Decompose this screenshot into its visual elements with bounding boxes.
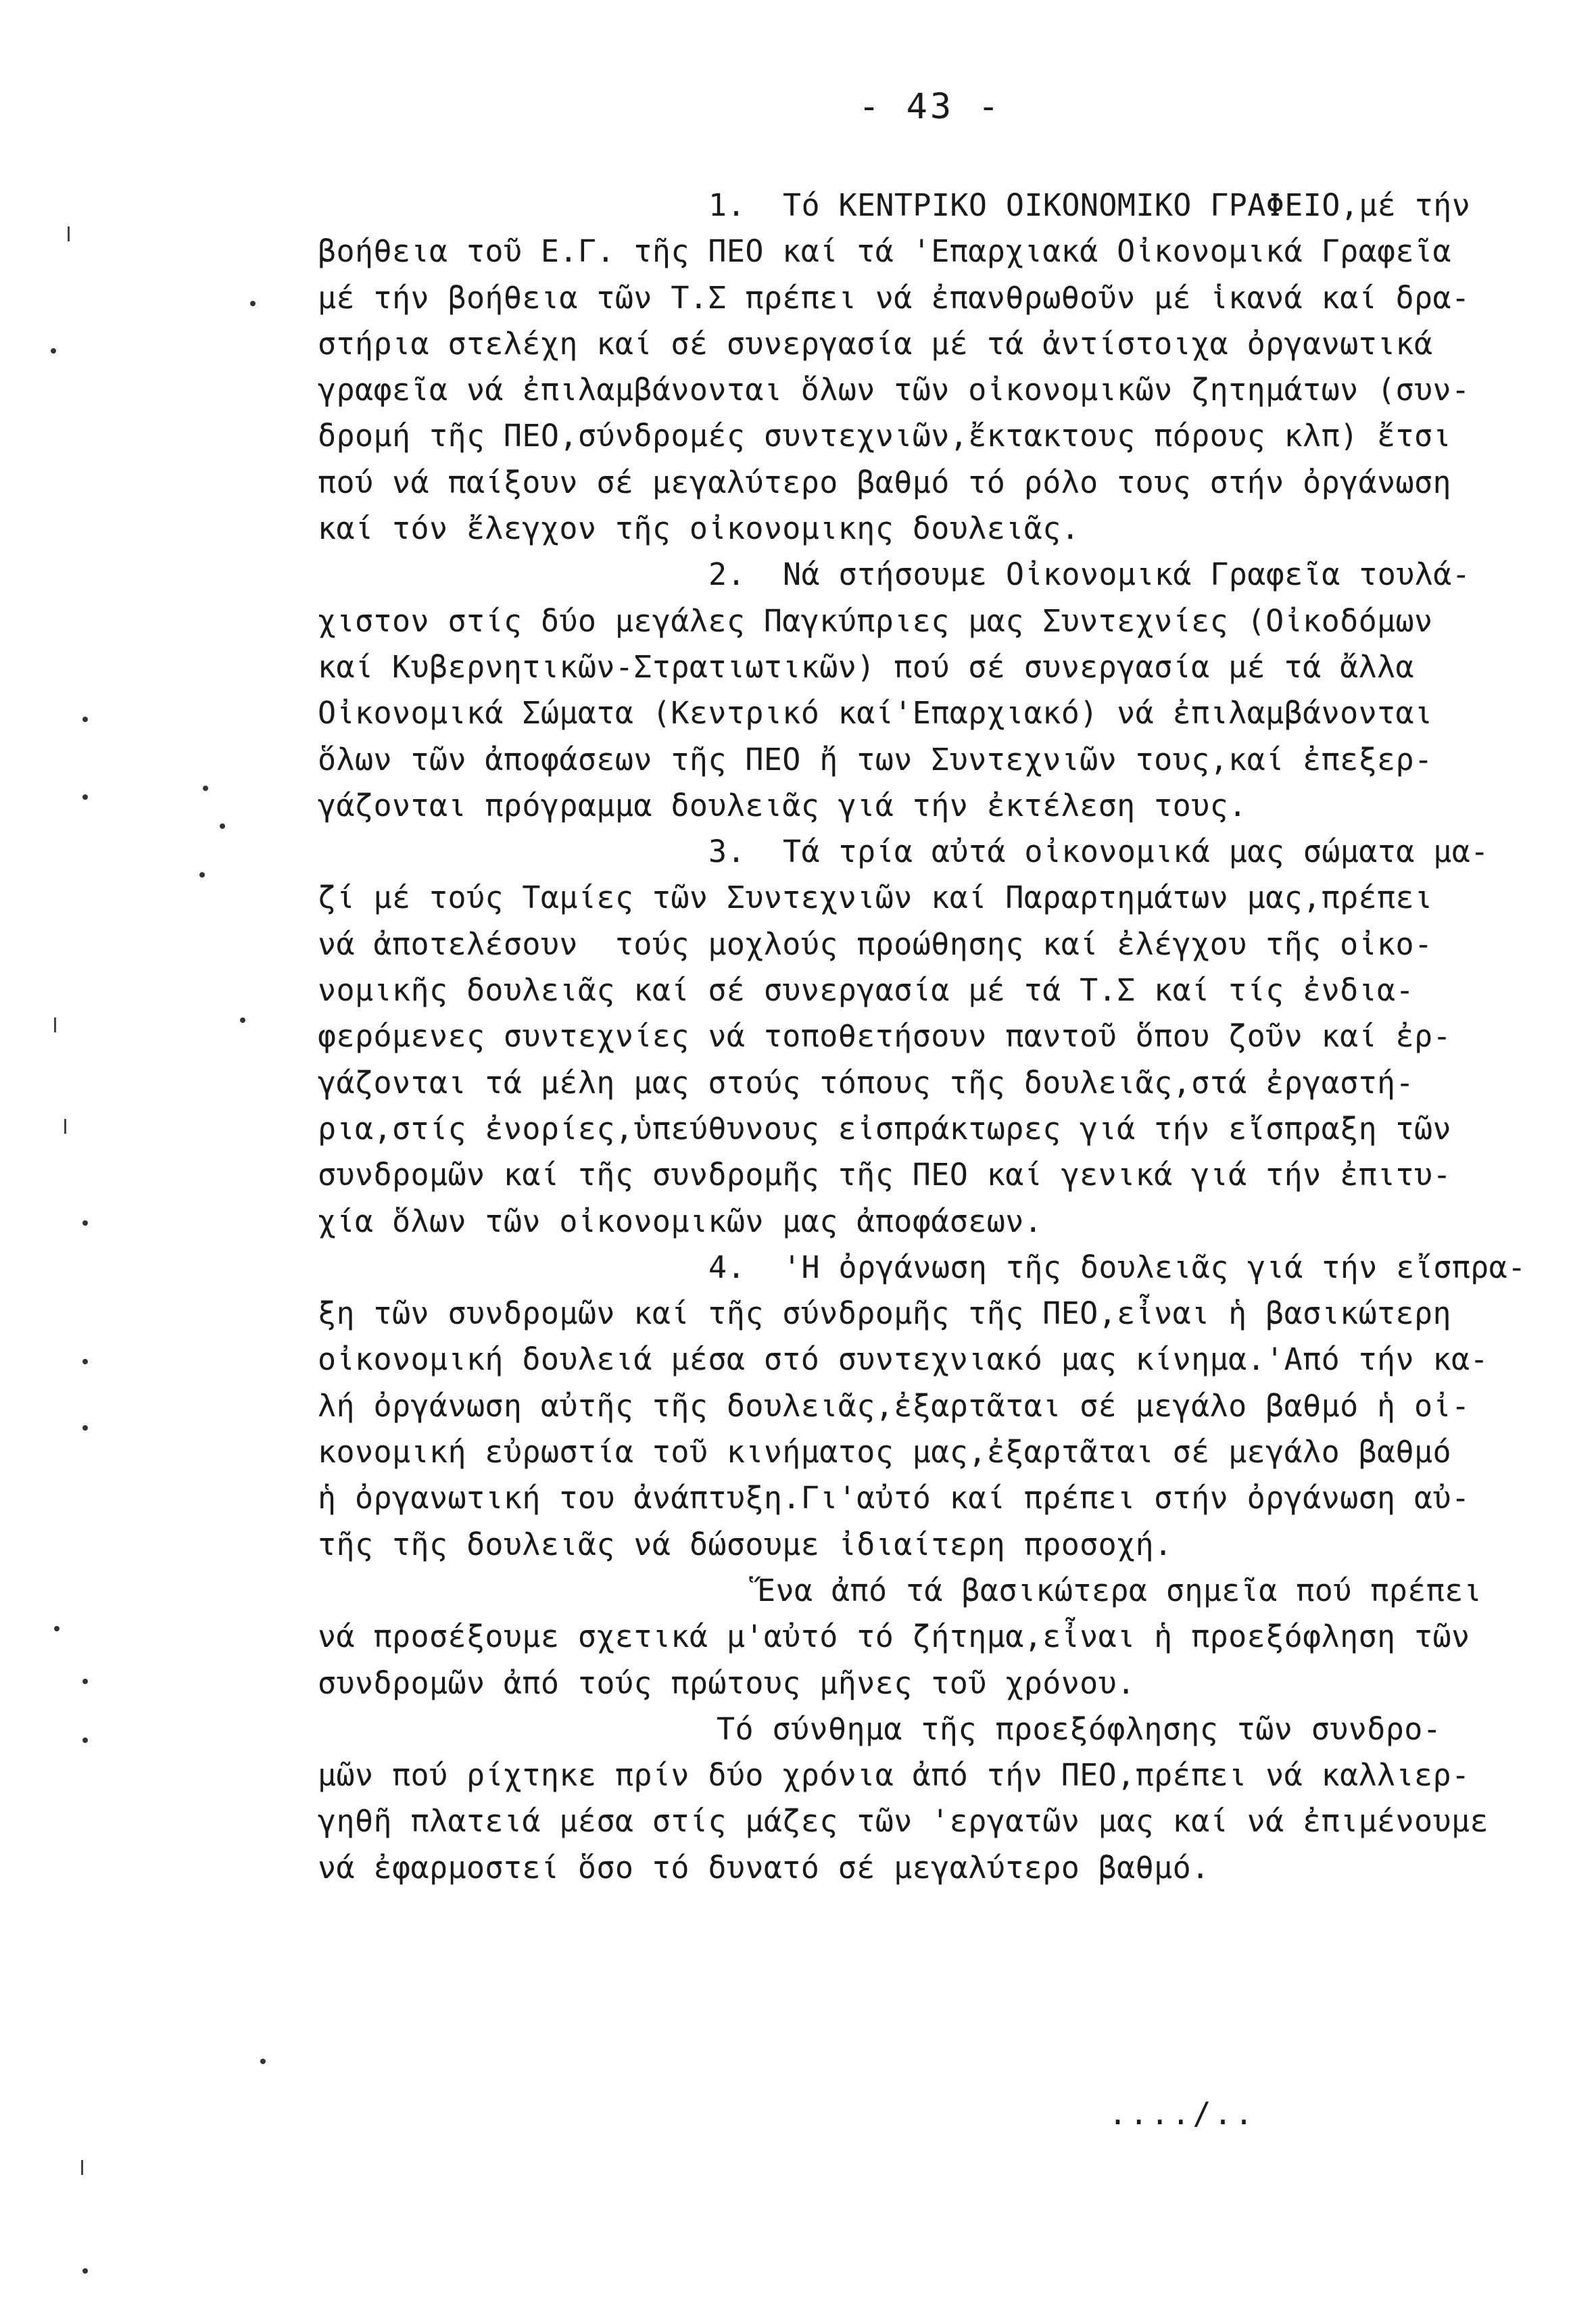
paragraph-4-line-1: 4. 'Η ὀργάνωση τῆς δουλειᾶς γιά τήν εἴσπρα-: [708, 1249, 1526, 1285]
paragraph-3-line-4: νομικῆς δουλειᾶς καί σέ συνεργασία μέ τά Τ.Σ καί τίς ἐνδια-: [318, 972, 1415, 1009]
paragraph-6-line-2: μῶν πού ρίχτηκε πρίν δύο χρόνια ἀπό τήν ΠΕΟ,πρέπει νά καλλιερ-: [318, 1757, 1470, 1794]
paragraph-2-line-6: γάζονται πρόγραμμα δουλειᾶς γιά τήν ἐκτέλεση τους.: [318, 787, 1247, 823]
paragraph-5-line-2: νά προσέξουμε σχετικά μ'αὐτό τό ζήτημα,εἶναι ἡ προεξόφληση τῶν: [318, 1619, 1470, 1655]
scan-mark: [203, 786, 208, 791]
paragraph-5-line-3: συνδρομῶν ἀπό τούς πρώτους μῆνες τοῦ χρόνου.: [318, 1665, 1136, 1701]
paragraph-4-line-7: τῆς τῆς δουλειᾶς νά δώσουμε ἰδιαίτερη προσοχή.: [318, 1526, 1173, 1562]
scan-mark: [240, 1017, 245, 1023]
paragraph-1-line-7: πού νά παίξουν σέ μεγαλύτερο βαθμό τό ρόλο τους στήν ὀργάνωση: [318, 464, 1452, 500]
paragraph-1-line-1: 1. Τό ΚΕΝΤΡΙΚΟ ΟΙΚΟΝΟΜΙΚΟ ΓΡΑΦΕΙΟ,μέ τήν: [708, 187, 1471, 223]
paragraph-3-line-6: γάζονται τά μέλη μας στούς τόπους τῆς δουλειᾶς,στά ἐργαστή-: [318, 1064, 1415, 1101]
scan-mark: [82, 1679, 88, 1684]
document-body: [318, 183, 1562, 1891]
paragraph-6-line-3: γηθῆ πλατειά μέσα στίς μάζες τῶν 'εργατῶν μας καί νά ἐπιμένουμε: [318, 1803, 1489, 1840]
scan-mark: [64, 1119, 66, 1134]
paragraph-3-line-7: ρια,στίς ἐνορίες,ὑπεύθυνους εἰσπράκτωρες γιά τήν εἴσπραξη τῶν: [318, 1110, 1452, 1147]
paragraph-2-line-3: καί Κυβερνητικῶν-Στρατιωτικῶν) πού σέ συνεργασία μέ τά ἄλλα: [318, 648, 1415, 685]
page-number: - 43 -: [859, 87, 1002, 127]
paragraph-2-line-5: ὅλων τῶν ἀποφάσεων τῆς ΠΕΟ ἤ των Συντεχνιῶν τους,καί ἐπεξερ-: [318, 741, 1433, 777]
paragraph-4-line-3: οἰκονομική δουλειά μέσα στό συντεχνιακό μας κίνημα.'Από τήν κα-: [318, 1341, 1489, 1378]
paragraph-3-line-5: φερόμενες συντεχνίες νά τοποθετήσουν παντοῦ ὅπου ζοῦν καί ἐρ-: [318, 1018, 1452, 1055]
paragraph-2-line-4: Οἰκονομικά Σώματα (Κεντρικό καί'Επαρχιακό) νά ἐπιλαμβάνονται: [318, 695, 1433, 732]
scan-mark: [82, 794, 88, 800]
paragraph-4-line-4: λή ὀργάνωση αὐτῆς τῆς δουλειᾶς,ἐξαρτᾶται σέ μεγάλο βαθμό ἡ οἰ-: [318, 1387, 1470, 1424]
paragraph-1-line-3: μέ τήν βοήθεια τῶν Τ.Σ πρέπει νά ἐπανθρωθοῦν μέ ἱκανά καί δρα-: [318, 279, 1470, 316]
scan-mark: [260, 2059, 266, 2064]
scan-mark: [82, 2268, 88, 2274]
continuation-mark: ..../..: [1109, 2096, 1256, 2132]
scan-mark: [54, 1017, 56, 1032]
paragraph-4-line-2: ξη τῶν συνδρομῶν καί τῆς σύνδρομῆς τῆς ΠΕΟ,εἶναι ἡ βασικώτερη: [318, 1295, 1452, 1332]
scan-mark: [54, 1626, 59, 1631]
paragraph-1-line-8: καί τόν ἔλεγχον τῆς οἰκονομικης δουλειᾶς.: [318, 510, 1080, 547]
scan-mark: [82, 717, 88, 722]
scan-mark: [51, 348, 56, 354]
scan-mark: [81, 2160, 83, 2175]
paragraph-3-line-8: συνδρομῶν καί τῆς συνδρομῆς τῆς ΠΕΟ καί γενικά γιά τήν ἐπιτυ-: [318, 1157, 1452, 1193]
paragraph-5-line-1: Ἕνα ἀπό τά βασικώτερα σημεῖα πού πρέπει: [757, 1572, 1482, 1608]
paragraph-4-line-5: κονομική εὐρωστία τοῦ κινήματος μας,ἐξαρτᾶται σέ μεγάλο βαθμό: [318, 1434, 1452, 1470]
scan-mark: [82, 1425, 88, 1431]
paragraph-1-line-2: βοήθεια τοῦ Ε.Γ. τῆς ΠΕΟ καί τά 'Επαρχιακά Οἰκονομικά Γραφεῖα: [318, 233, 1452, 270]
paragraph-3-line-3: νά ἀποτελέσουν τούς μοχλούς προώθησης καί ἐλέγχου τῆς οἰκο-: [318, 926, 1433, 962]
scan-mark: [220, 823, 225, 829]
paragraph-1-line-6: δρομή τῆς ΠΕΟ,σύνδρομές συντεχνιῶν,ἔκτακτους πόρους κλπ) ἔτσι: [318, 418, 1452, 454]
paragraph-1-line-4: στήρια στελέχη καί σέ συνεργασία μέ τά ἀντίστοιχα ὀργανωτικά: [318, 325, 1433, 362]
paragraph-6-line-1: Τό σύνθημα τῆς προεξόφλησης τῶν συνδρο-: [717, 1710, 1442, 1747]
paragraph-3-line-2: ζί μέ τούς Ταμίες τῶν Συντεχνιῶν καί Παραρτημάτων μας,πρέπει: [318, 880, 1433, 916]
paragraph-3-line-1: 3. Τά τρία αὐτά οἰκονομικά μας σώματα μα-: [708, 834, 1489, 870]
scan-mark: [68, 226, 70, 241]
scan-mark: [82, 1359, 88, 1364]
scan-mark: [250, 301, 256, 306]
paragraph-3-line-9: χία ὅλων τῶν οἰκονομικῶν μας ἀποφάσεων.: [318, 1203, 1043, 1239]
paragraph-2-line-2: χιστον στίς δύο μεγάλες Παγκύπριες μας Συντεχνίες (Οἰκοδόμων: [318, 602, 1433, 639]
paragraph-6-line-4: νά ἐφαρμοστεί ὅσο τό δυνατό σέ μεγαλύτερο βαθμό.: [318, 1849, 1210, 1886]
scan-mark: [82, 1738, 88, 1743]
scan-mark: [82, 1220, 88, 1226]
paragraph-1-line-5: γραφεῖα νά ἐπιλαμβάνονται ὅλων τῶν οἰκονομικῶν ζητημάτων (συν-: [318, 372, 1470, 408]
scan-mark: [199, 872, 205, 878]
paragraph-2-line-1: 2. Νά στήσουμε Οἰκονομικά Γραφεῖα τουλά-: [708, 556, 1471, 593]
paragraph-4-line-6: ἡ ὀργανωτική του ἀνάπτυξη.Γι'αὐτό καί πρέπει στήν ὀργάνωση αὐ-: [318, 1480, 1470, 1516]
